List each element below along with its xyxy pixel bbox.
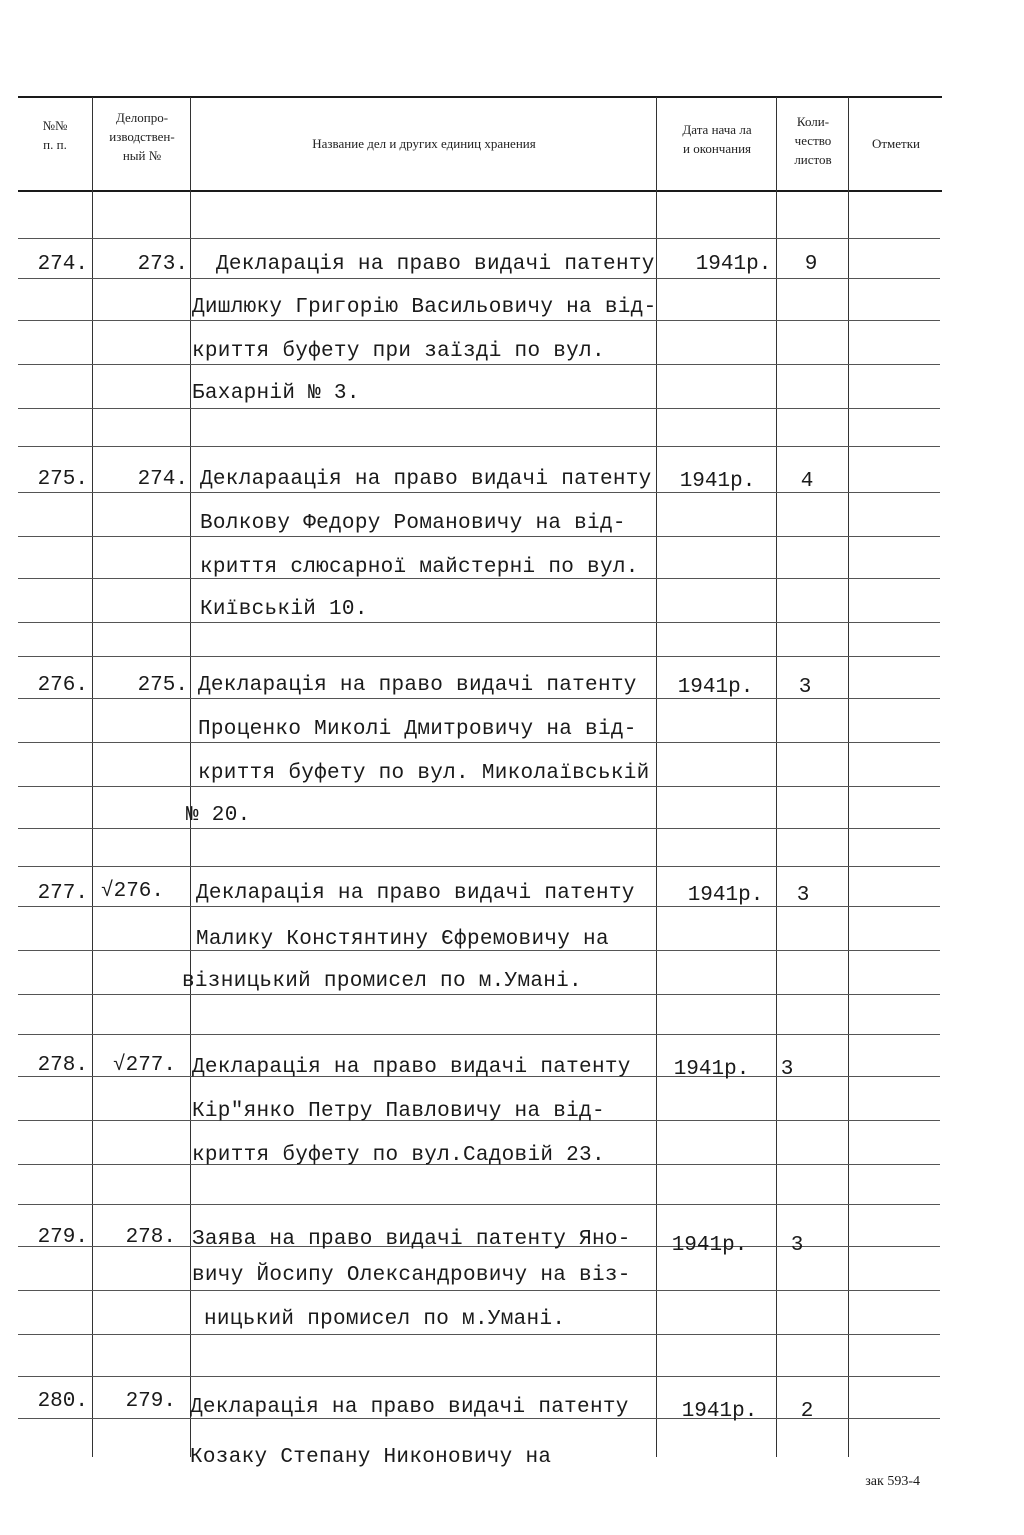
record-title-line: Декларація на право видачі патенту [198, 674, 637, 697]
header-top-rule [18, 96, 942, 98]
record-title-line: криття слюсарної майстерні по вул. [200, 556, 639, 579]
record-sheet-count: 4 [800, 470, 814, 493]
ruled-line [18, 622, 940, 623]
header-col-no: №№ п. п. [42, 118, 68, 152]
record-title-line: ницький промисел по м.Умані. [204, 1308, 566, 1331]
header-bottom-rule [18, 190, 942, 192]
record-number: 278. [37, 1054, 88, 1077]
ruled-line [18, 1204, 940, 1205]
record-date: 1941р. [673, 1058, 750, 1081]
record-sheet-count: 3 [796, 884, 810, 907]
record-date: 1941р. [695, 253, 772, 276]
record-number: 275. [37, 468, 88, 491]
col-divider-2 [190, 97, 191, 1457]
ruled-line [18, 742, 940, 743]
record-title-line: Декларація на право видачі патенту [192, 1056, 631, 1079]
record-ref-number: 279. [125, 1390, 176, 1413]
record-title-line: криття буфету по вул. Миколаївській [198, 762, 650, 785]
record-date: 1941р. [677, 676, 754, 699]
ruled-line [18, 408, 940, 409]
header-col-dates: Дата нача ла и окончания [682, 122, 752, 156]
ruled-line [18, 238, 940, 239]
record-title-line: Декларація на право видачі патенту [216, 253, 655, 276]
record-title-line: Заява на право видачі патенту Яно- [192, 1228, 631, 1251]
record-title-line: Проценко Миколі Дмитровичу на від- [198, 718, 637, 741]
print-order-mark: зак 593-4 [865, 1474, 920, 1489]
col-divider-5 [848, 97, 849, 1457]
ruled-line [18, 656, 940, 657]
record-title-line: криття буфету при заїзді по вул. [192, 340, 605, 363]
ruled-line [18, 1290, 940, 1291]
record-title-line: Козаку Степану Никоновичу на [190, 1446, 552, 1469]
record-title-line: візницький промисел по м.Умані. [182, 970, 582, 993]
record-number: 274. [37, 253, 88, 276]
header-col-ref: Делопро- изводствен- ный № [109, 110, 175, 163]
ruled-line [18, 536, 940, 537]
record-title-line: Декларація на право видачі патенту [190, 1396, 629, 1419]
col-divider-1 [92, 97, 93, 1457]
record-number: 279. [37, 1226, 88, 1249]
record-date: 1941р. [681, 1400, 758, 1423]
record-title-line: Малику Констянтину Єфремовичу на [196, 928, 609, 951]
record-sheet-count: 3 [780, 1058, 794, 1081]
record-title-line: Київській 10. [200, 598, 368, 621]
record-title-line: вичу Йосипу Олександровичу на віз- [192, 1264, 631, 1287]
record-title-line: Декларація на право видачі патенту [196, 882, 635, 905]
record-date: 1941р. [679, 470, 756, 493]
record-ref-number: 273. [137, 253, 188, 276]
record-title-line: криття буфету по вул.Садовій 23. [192, 1144, 605, 1167]
record-date: 1941р. [671, 1234, 748, 1257]
record-sheet-count: 9 [804, 253, 818, 276]
ruled-line [18, 1334, 940, 1335]
record-number: 280. [37, 1390, 88, 1413]
header-col-notes: Отметки [871, 136, 921, 151]
ruled-line [18, 278, 940, 279]
record-ref-number: √276. [100, 880, 164, 903]
record-ref-number: 274. [137, 468, 188, 491]
record-title-line: Кір"янко Петру Павловичу на від- [192, 1100, 605, 1123]
record-title-line: Волкову Федору Романовичу на від- [200, 512, 626, 535]
record-ref-number: 278. [125, 1226, 176, 1249]
record-sheet-count: 3 [798, 676, 812, 699]
record-sheet-count: 2 [800, 1400, 814, 1423]
record-number: 276. [37, 674, 88, 697]
ruled-line [18, 866, 940, 867]
record-title-line: Деклараація на право видачі патенту [200, 468, 652, 491]
header-col-title: Название дел и других единиц хранения [312, 136, 536, 151]
ruled-line [18, 1376, 940, 1377]
ruled-line [18, 446, 940, 447]
ruled-line [18, 364, 940, 365]
record-title-line: Бахарній № 3. [192, 382, 360, 405]
record-date: 1941р. [687, 884, 764, 907]
ruled-line [18, 994, 940, 995]
ruled-line [18, 320, 940, 321]
record-ref-number: √277. [112, 1054, 176, 1077]
header-col-sheets: Коли- чество листов [794, 114, 832, 167]
ruled-line [18, 1034, 940, 1035]
ruled-line [18, 828, 940, 829]
record-number: 277. [37, 882, 88, 905]
record-title-line: Дишлюку Григорію Васильовичу на від- [192, 296, 657, 319]
record-ref-number: 275. [137, 674, 188, 697]
record-sheet-count: 3 [790, 1234, 804, 1257]
ruled-line [18, 786, 940, 787]
record-title-line: № 20. [186, 804, 251, 827]
